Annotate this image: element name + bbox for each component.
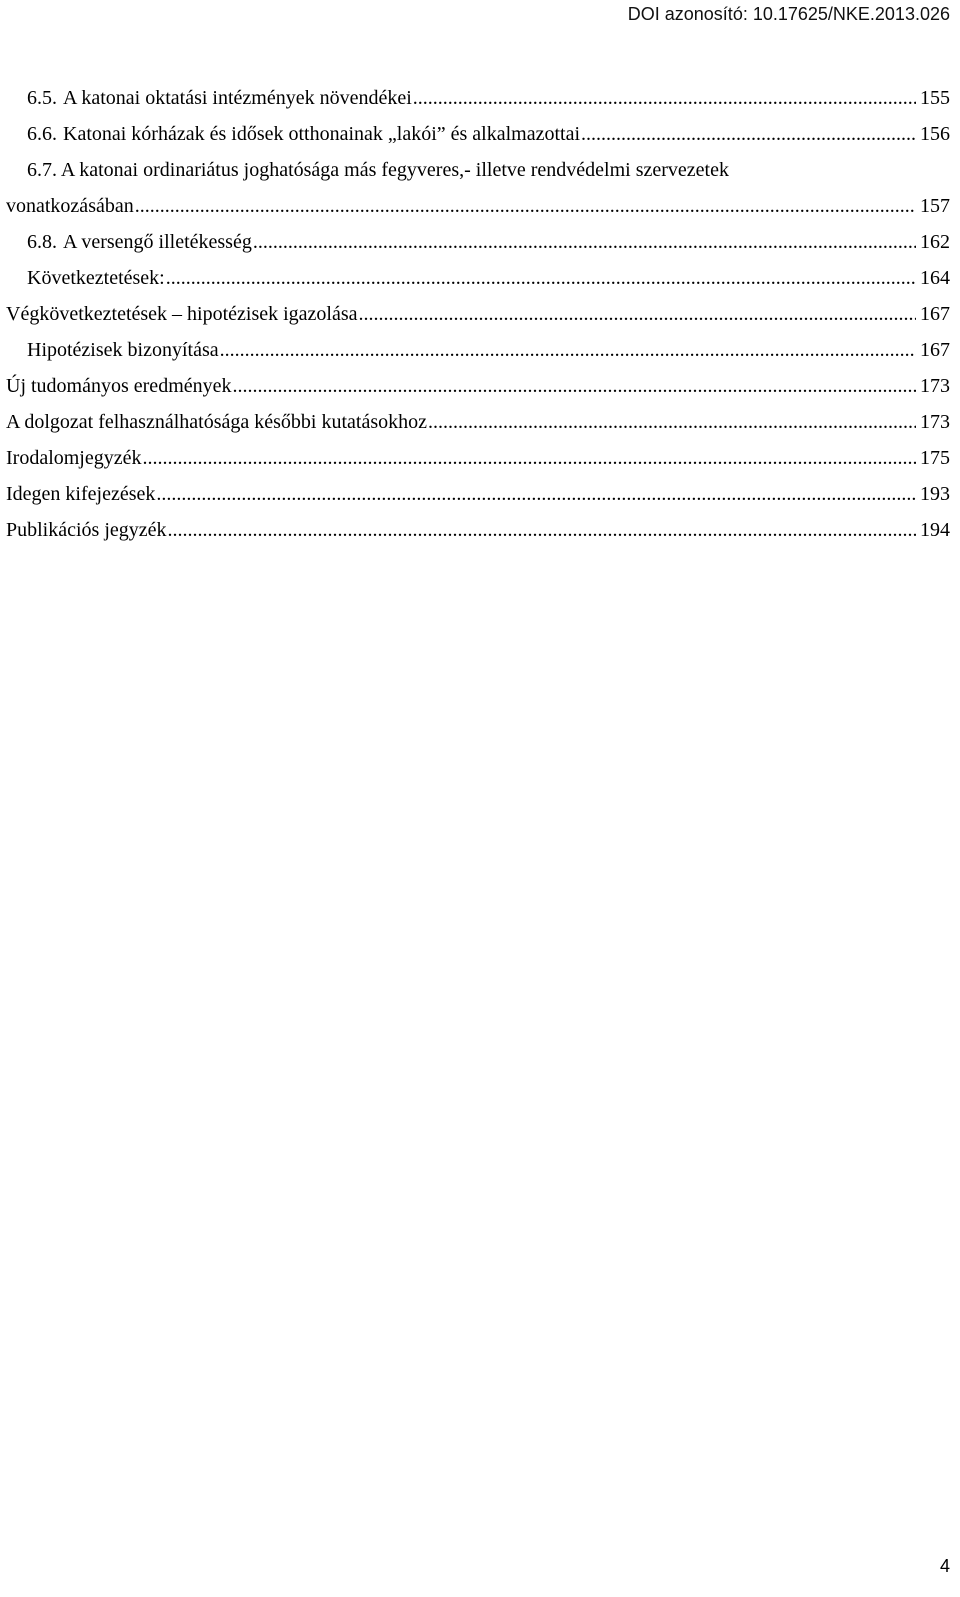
toc-entry-kovetkeztetesek[interactable] — [6, 266, 950, 302]
toc-entry-6-5[interactable] — [6, 86, 950, 122]
toc-entry-felhasznalhatosag[interactable] — [6, 410, 950, 446]
toc-entry-title: A katonai ordinariátus joghatósága más fegyveres,- illetve rendvédelmi szervezetek — [60, 159, 729, 181]
toc-entry-title: A dolgozat felhasználhatósága későbbi kutatásokhoz — [6, 411, 427, 433]
toc-entry-page: 173 — [920, 411, 950, 433]
toc-entry-6-6[interactable] — [6, 122, 950, 158]
toc-dot-leader — [233, 374, 917, 398]
toc-entry-title: Idegen kifejezések — [6, 483, 156, 505]
toc-entry-page: 175 — [920, 447, 950, 469]
toc-dot-leader — [220, 338, 916, 362]
toc-dot-leader — [413, 86, 916, 110]
toc-entry-title: Irodalomjegyzék — [6, 447, 142, 469]
toc-dot-leader — [253, 230, 916, 254]
toc-dot-leader — [428, 410, 916, 434]
toc-entry-publikacios-jegyzek[interactable] — [6, 518, 950, 554]
toc-entry-number: 6.8. — [27, 231, 57, 253]
page-number: 4 — [939, 1556, 950, 1576]
toc-entry-title: Hipotézisek bizonyítása — [27, 339, 219, 361]
toc-entry-page: 156 — [920, 123, 950, 145]
toc-entry-title: Végkövetkeztetések – hipotézisek igazolása — [6, 303, 358, 325]
toc-entry-page: 194 — [920, 519, 950, 541]
toc-entry-number: 6.7. — [27, 159, 57, 181]
toc-dot-leader — [135, 194, 916, 218]
toc-entry-title: Új tudományos eredmények — [6, 375, 232, 397]
toc-entry-title: Katonai kórházak és idősek otthonainak „lakói” és alkalmazottai — [63, 123, 581, 145]
toc-dot-leader — [166, 266, 916, 290]
toc-entry-number: 6.6. — [27, 123, 57, 145]
toc-dot-leader — [143, 446, 917, 470]
toc-entry-title: A katonai oktatási intézmények növendékei — [63, 87, 412, 109]
toc-entry-hipotezisek-bizonyitasa[interactable] — [6, 338, 950, 374]
toc-entry-page: 167 — [920, 339, 950, 361]
toc-entry-page: 155 — [920, 87, 950, 109]
toc-dot-leader — [168, 518, 916, 542]
toc-dot-leader — [156, 482, 916, 506]
table-of-contents — [6, 86, 950, 554]
toc-dot-leader — [581, 122, 916, 146]
toc-entry-title-continued: vonatkozásában — [6, 195, 134, 217]
toc-entry-title: Következtetések: — [27, 267, 165, 289]
toc-entry-uj-tudomanyos-eredmenyek[interactable] — [6, 374, 950, 410]
toc-entry-vegkovetkeztetesek[interactable] — [6, 302, 950, 338]
toc-entry-page: 157 — [920, 195, 950, 217]
toc-entry-page: 162 — [920, 231, 950, 253]
toc-entry-title: A versengő illetékesség — [63, 231, 252, 253]
toc-entry-page: 164 — [920, 267, 950, 289]
toc-entry-6-7[interactable] — [6, 158, 950, 230]
toc-entry-title: Publikációs jegyzék — [6, 519, 167, 541]
toc-entry-irodalomjegyzek[interactable] — [6, 446, 950, 482]
toc-dot-leader — [359, 302, 916, 326]
toc-entry-page: 167 — [920, 303, 950, 325]
toc-entry-page: 193 — [920, 483, 950, 505]
toc-entry-page: 173 — [920, 375, 950, 397]
doi-header: DOI azonosító: 10.17625/NKE.2013.026 — [627, 4, 950, 24]
toc-entry-6-8[interactable] — [6, 230, 950, 266]
toc-entry-idegen-kifejezesek[interactable] — [6, 482, 950, 518]
toc-entry-number: 6.5. — [27, 87, 57, 109]
